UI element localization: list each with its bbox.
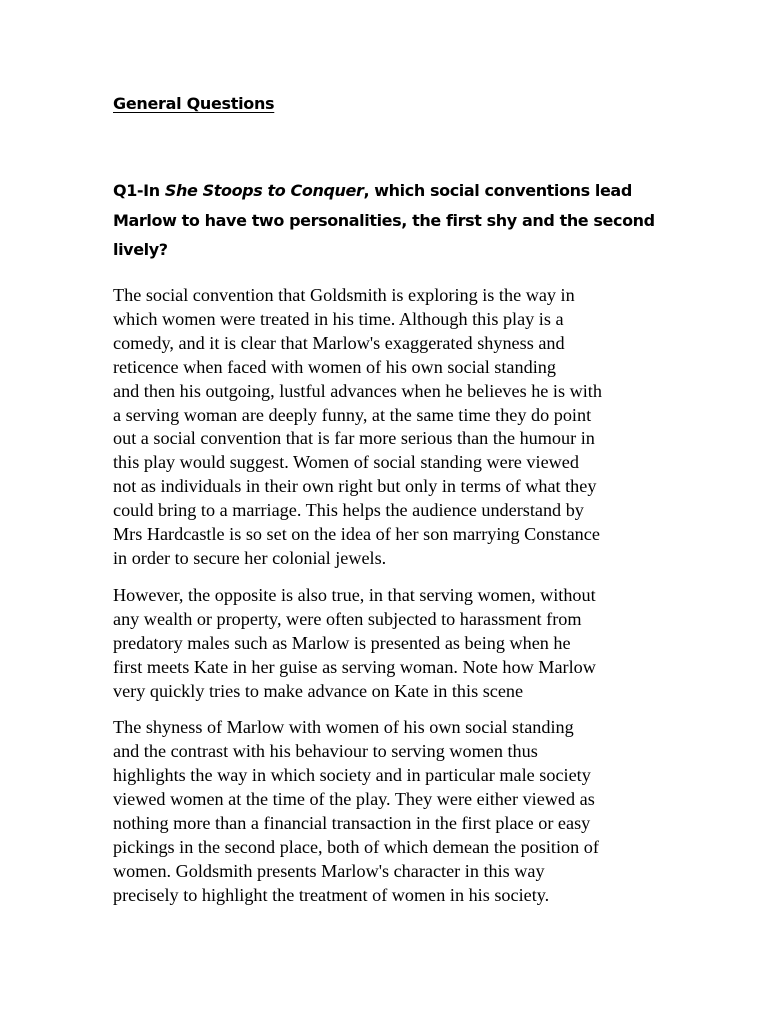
paragraph-line: this play would suggest. Women of social standing were viewed [113,452,579,473]
question-prefix: Q1-In [113,181,165,200]
paragraph-line: comedy, and it is clear that Marlow's exaggerated shyness and [113,332,565,353]
paragraph-line: could bring to a marriage. This helps the audience understand by [113,500,584,521]
paragraph-line: women. Goldsmith presents Marlow's character in this way [113,860,545,881]
paragraph-line: highlights the way in which society and in particular male society [113,765,591,786]
answer-body [113,284,661,908]
paragraph-line: reticence when faced with women of his own social standing [113,356,556,377]
answer-paragraph-1 [113,284,661,571]
paragraph-line: nothing more than a financial transaction in the first place or easy [113,813,591,834]
paragraph-line: and the contrast with his behaviour to serving women thus [113,741,538,762]
question-line-1 [113,176,653,206]
paragraph-line: in order to secure her colonial jewels. [113,547,387,568]
play-title: She Stoops to Conquer [164,181,364,200]
paragraph-line: The shyness of Marlow with women of his own social standing [113,717,574,738]
question-line-1-rest: , which social conventions lead [363,181,632,200]
paragraph-line: not as individuals in their own right but only in terms of what they [113,476,597,497]
paragraph-line: very quickly tries to make advance on Kate in this scene [113,680,524,701]
paragraph-line: The social convention that Goldsmith is exploring is the way in [113,285,575,305]
question-line-3: lively? [113,240,168,259]
paragraph-line: and then his outgoing, lustful advances when he believes he is with [113,380,602,401]
paragraph-line: pickings in the second place, both of which demean the position of [113,836,599,857]
answer-paragraph-2 [113,584,661,704]
paragraph-line: first meets Kate in her guise as serving woman. Note how Marlow [113,656,596,677]
section-heading: General Questions [113,94,275,113]
paragraph-line: precisely to highlight the treatment of women in his society. [113,884,550,905]
answer-paragraph-3 [113,716,661,907]
paragraph-line: a serving woman are deeply funny, at the same time they do point [113,404,592,425]
question-text [113,176,653,265]
paragraph-line: predatory males such as Marlow is presented as being when he [113,632,571,653]
paragraph-line: viewed women at the time of the play. They were either viewed as [113,789,595,810]
paragraph-line: out a social convention that is far more serious than the humour in [113,428,595,449]
paragraph-line: which women were treated in his time. Although this play is a [113,308,564,329]
paragraph-line: Mrs Hardcastle is so set on the idea of her son marrying Constance [113,524,600,545]
paragraph-line: any wealth or property, were often subjected to harassment from [113,608,582,629]
question-line-2: Marlow to have two personalities, the first shy and the second [113,210,655,230]
paragraph-line: However, the opposite is also true, in that serving women, without [113,584,596,605]
